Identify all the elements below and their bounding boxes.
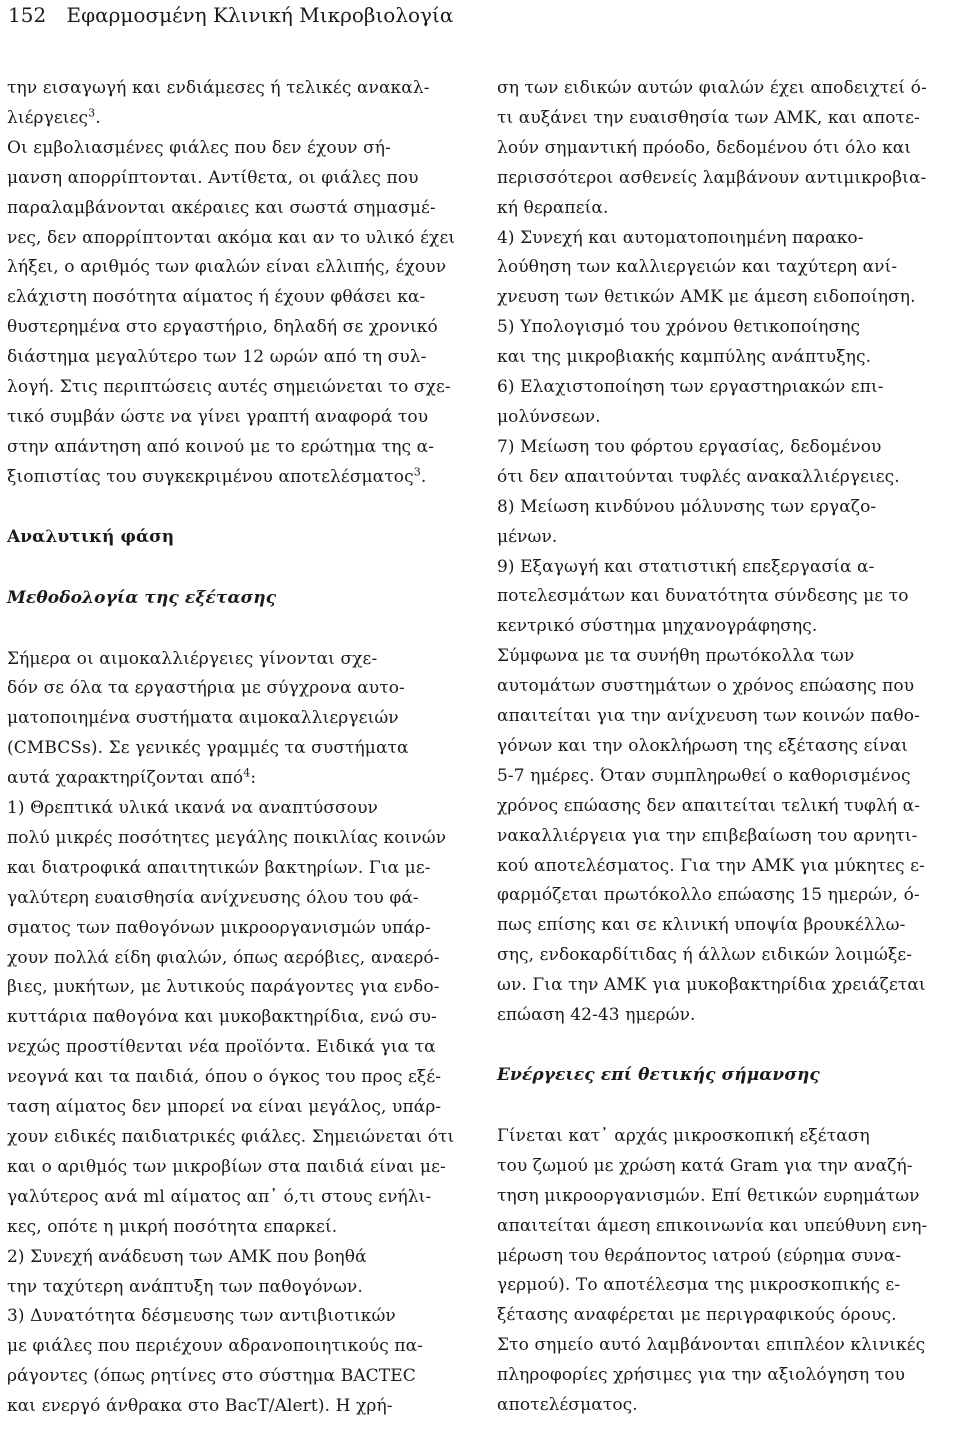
section-heading: Αναλυτική φάση <box>7 526 175 547</box>
left-column <box>7 74 457 1422</box>
running-header <box>8 0 453 30</box>
reference-superscript: 3 <box>413 465 421 479</box>
list-item-paragraph: 8) Μείωση κινδύνου μόλυνσης των εργαζο- μένων. <box>497 496 877 547</box>
paragraph: την εισαγωγή και ενδιάμεσες ή τελικές ανακαλ- λιέργειες$^3$. <box>7 78 430 128</box>
paragraph: Οι εμβολιασμένες φιάλες που δεν έχουν σή- μανση απορρίπτονται. Αντίθετα, οι φιάλες που παραλαμβάνονται ακέραιες και σωστά σημασμέ- νες, δεν απορρίπτονται ακόμα και αν το υλικό έχει λήξει, ο αριθμός των φιαλών είναι ελλιπής, έχουν ελάχιστη ποσότητα αίματος ή έχουν φθάσει κα- θυστερημένα στο εργαστήριο, δηλαδή σε χρονικό διάστημα μεγαλύτερο των 12 ωρών από τη συλ- λογή. Στις περιπτώσεις αυτές σημειώνεται το σχε- τικό συμβάν ώστε να γίνει γραπτή αναφορά του στην απάντηση από κοινού με το ερώτημα της α- ξιοπιστίας του συγκεκριμένου αποτελέσματος$^3$. <box>7 137 456 487</box>
list-item-paragraph: 3) Δυνατότητα δέσμευσης των αντιβιοτικών με φιάλες που περιέχουν αδρανοποιητικούς πα- ράγοντες (όπως ρητίνες στο σύστημα BACTEC και ενεργό άνθρακα στο BacT/Alert). Η χρή- <box>7 1306 424 1417</box>
list-item-paragraph: 6) Ελαχιστοποίηση των εργαστηριακών επι- μολύνσεων. <box>497 377 884 427</box>
paragraph: Γίνεται κατ᾽ αρχάς μικροσκοπική εξέταση του ζωμού με χρώση κατά Gram για την αναζή- τηση μικροοργανισμών. Επί θετικών ευρημάτων απαιτείται άμεση επικοινωνία και υπεύθυνη ενη- μέρωση του θεράποντος ιατρού (εύρημα συνα- γερμού). Το αποτέλεσμα της μικροσκοπικής ε- ξέτασης αναφέρεται με περιγραφικούς όρους. Στο σημείο αυτό λαμβάνονται επιπλέον κλινικές πληροφορίες χρήσιμες για την αξιολόγηση του αποτελέσματος. <box>497 1125 928 1416</box>
reference-superscript: 4 <box>243 766 251 780</box>
list-item-paragraph: 5) Υπολογισμό του χρόνου θετικοποίησης και της μικροβιακής καμπύλης ανάπτυξης. <box>497 317 872 368</box>
page-number: 152 <box>8 3 47 27</box>
paragraph: ση των ειδικών αυτών φιαλών έχει αποδειχτεί ό- τι αυξάνει την ευαισθησία των ΑΜΚ, και αποτε- λούν σημαντική πρόοδο, δεδομένου ότι όλο και περισσότεροι ασθενείς λαμβάνουν αντιμικροβια- κή θεραπεία. <box>497 78 927 218</box>
list-item-paragraph: 7) Μείωση του φόρτου εργασίας, δεδομένου ότι δεν απαιτούνται τυφλές ανακαλλιέργειες. <box>497 436 900 487</box>
list-item-paragraph: 9) Εξαγωγή και στατιστική επεξεργασία α- ποτελεσμάτων και δυνατότητα σύνδεσης με το κεντρικό σύστημα μηχανογράφησης. <box>497 556 909 637</box>
paragraph: Σύμφωνα με τα συνήθη πρωτόκολλα των αυτομάτων συστημάτων ο χρόνος επώασης που απαιτείται για την ανίχνευση των κοινών παθο- γόνων και την ολοκλήρωση της εξέτασης είναι 5-7 ημέρες. Όταν συμπληρωθεί ο καθορισμένος χρόνος επώασης δεν απαιτείται τελική τυφλή α- νακαλλιέργεια για την επιβεβαίωση του αρνητι- κού αποτελέσματος. Για την ΑΜΚ για μύκητες ε- φαρμόζεται πρωτόκολλο επώασης 15 ημερών, ό- πως επίσης και σε κλινική υποψία βρουκέλλω- σης, ενδοκαρδίτιδας ή άλλων ειδικών λοιμώξε- ων. Για την ΑΜΚ για μυκοβακτηρίδια χρειάζεται επώαση 42-43 ημερών. <box>497 646 926 1026</box>
list-item-paragraph: 1) Θρεπτικά υλικά ικανά να αναπτύσσουν πολύ μικρές ποσότητες μεγάλης ποικιλίας κοινών και διατροφικά απαιτητικών βακτηρίων. Για με- γαλύτερη ευαισθησία ανίχνευσης όλου του φά- σματος των παθογόνων μικροοργανισμών υπάρ- χουν πολλά είδη φιαλών, όπως αερόβιες, αναερό- βιες, μυκήτων, με λυτικούς παράγοντες για ενδο- κυττάρια παθογόνα και μυκοβακτηρίδια, ενώ συ- νεχώς προστίθενται νέα προϊόντα. Ειδικά για τα νεογνά και τα παιδιά, όπου ο όγκος του προς εξέ- ταση αίματος δεν μπορεί να είναι μεγάλος, υπάρ- χουν ειδικές παιδιατρικές φιάλες. Σημειώνεται ότι και ο αριθμός των μικροβίων στα παιδιά είναι με- γαλύτερος ανά ml αίματος απ᾽ ό,τι στους ενήλι- κες, οπότε η μικρή ποσότητα επαρκεί. <box>7 798 455 1237</box>
subsection-heading: Μεθοδολογία της εξέτασης <box>7 587 277 608</box>
running-title: Εφαρμοσμένη Κλινική Μικροβιολογία <box>66 3 454 27</box>
paragraph: Σήμερα οι αιμοκαλλιέργειες γίνονται σχε- δόν σε όλα τα εργαστήρια με σύγχρονα αυτο- ματοποιημένα συστήματα αιμοκαλλιεργειών (CMBCSs). Σε γενικές γραμμές τα συστήματα αυτά χαρακτηρίζονται από$^4$: <box>7 648 409 789</box>
list-item-paragraph: 4) Συνεχή και αυτοματοποιημένη παρακο- λούθηση των καλλιεργειών και ταχύτερη ανί- χνευση των θετικών ΑΜΚ με άμεση ειδοποίηση. <box>497 227 916 308</box>
list-item-paragraph: 2) Συνεχή ανάδευση των ΑΜΚ που βοηθά την ταχύτερη ανάπτυξη των παθογόνων. <box>7 1246 367 1297</box>
subsection-heading: Ενέργειες επί θετικής σήμανσης <box>497 1065 820 1085</box>
reference-superscript: 3 <box>88 106 96 120</box>
right-column <box>497 74 955 1421</box>
